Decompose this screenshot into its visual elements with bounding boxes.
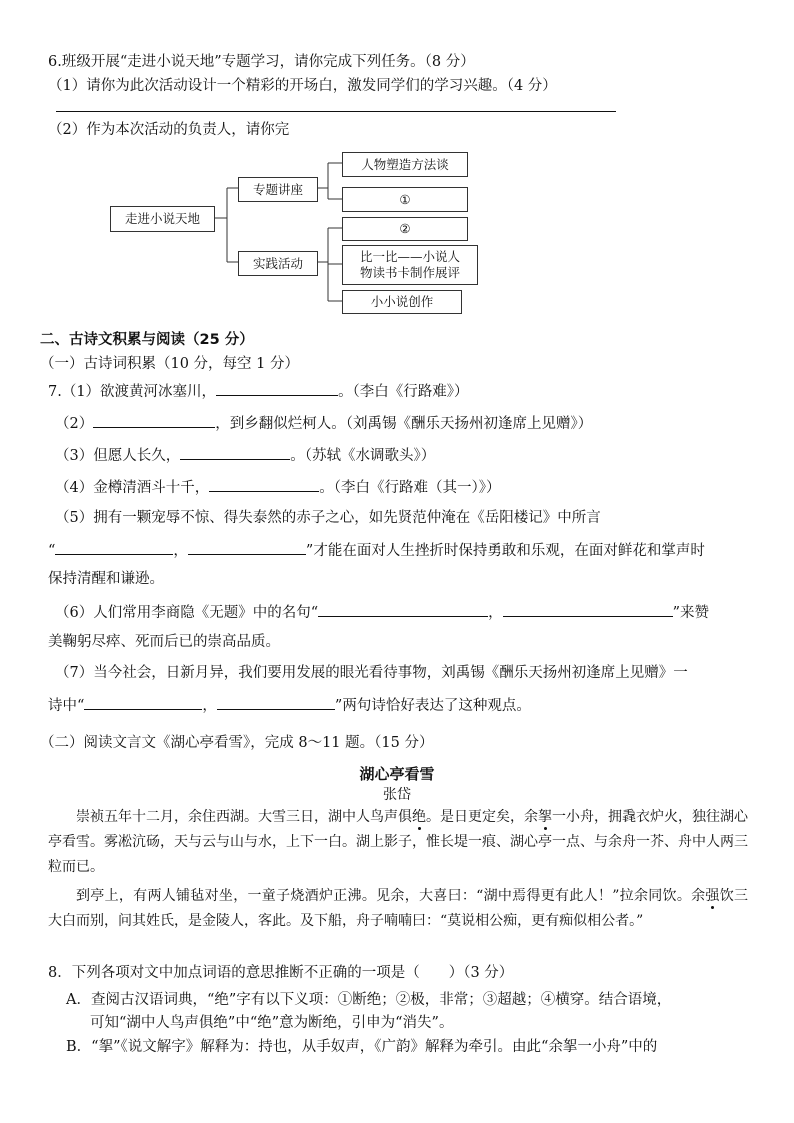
q7-5-blank-2[interactable] <box>188 539 306 555</box>
q7-line-5b <box>48 539 705 561</box>
q7-6-text: （6）人们常用李商隐《无题》中的名句“ <box>55 605 319 621</box>
q7-5-rest: ”才能在面对人生挫折时保持勇敢和乐观，在面对鲜花和掌声时 <box>305 543 705 559</box>
q7-4-source: 。（李白《行路难（其一）》） <box>319 480 501 496</box>
q7-1-blank[interactable] <box>216 380 338 396</box>
diagram-leaf-4 <box>342 245 478 285</box>
q7-2-num: （2） <box>55 416 94 432</box>
q7-6-comma: ， <box>488 605 503 621</box>
q8-option-a-line1[interactable]: A．查阅古汉语词典，“绝”字有以下义项：①断绝；②极，非常；③超越；④横穿。结合语境， <box>66 992 672 1008</box>
passage-p2-b: 饮三大白而别，问其姓氏，是金陵人，客此。及下船，舟子喃喃曰：“莫说相公痴，更有痴似相公者。” <box>48 888 749 929</box>
dotted-word-jue: 绝 <box>412 809 426 825</box>
q7-6-blank-2[interactable] <box>503 601 673 617</box>
q7-7-blank-2[interactable] <box>217 694 335 710</box>
diagram-branch-practice-label: 实践活动 <box>252 255 303 271</box>
q7-5-comma: ， <box>173 543 188 559</box>
passage-author: 张岱 <box>383 787 411 803</box>
q7-line-1 <box>48 380 469 402</box>
diagram-leaf-1 <box>342 152 468 177</box>
diagram-leaf-blank-1-label: ① <box>399 191 411 207</box>
q8-option-a-line2: 可知“湖中人鸟声俱绝”中“绝”意为断绝，引申为“消失”。 <box>90 1015 454 1031</box>
passage-p1-a: 崇祯五年十二月，余住西湖。大雪三日，湖中人鸟声俱 <box>76 809 412 825</box>
q7-line-6 <box>55 601 709 623</box>
q7-7-rest: ”两句诗恰好表达了这种观点。 <box>334 698 531 714</box>
q7-6-blank-1[interactable] <box>318 601 488 617</box>
q7-7-comma: ， <box>202 698 217 714</box>
q7-7-blank-1[interactable] <box>84 694 202 710</box>
q7-3-source: 。（苏轼《水调歌头》） <box>290 448 436 464</box>
q8-option-b-line1[interactable]: B．“挐”《说文解字》解释为：持也，从手奴声，《广韵》解释为牵引。由此“余挐一小舟”中的 <box>66 1039 658 1055</box>
question-6-sub2: （2）作为本次活动的负责人，请你完 <box>48 122 290 138</box>
q7-3-text: （3）但愿人长久， <box>55 448 181 464</box>
q7-1-source: 。（李白《行路难》） <box>338 384 469 400</box>
q7-1-text: 7.（1）欲渡黄河冰塞川， <box>48 384 217 400</box>
diagram-root-label: 走进小说天地 <box>124 211 200 226</box>
passage-p1-c: 一小舟，拥毳衣炉火，独往湖心亭看雪。雾凇沆砀，天与云与山与水，上下一白。湖上影子，惟长堤一痕、湖心亭一点、与余舟一芥、舟中人两三粒而已。 <box>48 809 748 875</box>
q7-3-blank[interactable] <box>180 444 290 460</box>
q7-4-blank[interactable] <box>209 476 319 492</box>
q7-line-7b <box>48 694 531 716</box>
q7-7-pre: 诗中“ <box>48 698 85 714</box>
diagram-leaf-blank-2[interactable] <box>342 217 468 241</box>
diagram-leaf-blank-2-label: ② <box>399 221 411 236</box>
section-2-title: 二、古诗文积累与阅读（25 分） <box>40 332 254 348</box>
section-2-part-1: （一）古诗词积累（10 分，每空 1 分） <box>40 356 300 372</box>
q7-6-rest: ”来赞 <box>672 605 710 621</box>
diagram-leaf-4-line2: 物读书卡制作展评 <box>359 265 460 280</box>
diagram-leaf-blank-1[interactable] <box>342 187 468 212</box>
diagram-root-node <box>110 206 215 232</box>
q7-5-quote: “ <box>48 543 56 559</box>
passage-title: 湖心亭看雪 <box>359 765 435 783</box>
q7-2-text: ，到乡翻似烂柯人。（刘禹锡《酬乐天扬州初逢席上见赠》） <box>215 416 593 432</box>
question-6-sub1: （1）请你为此次活动设计一个精彩的开场白，激发同学们的学习兴趣。（4 分） <box>48 78 557 94</box>
passage-paragraph-2 <box>48 884 748 934</box>
diagram-leaf-1-label: 人物塑造方法谈 <box>361 156 449 172</box>
q7-line-3 <box>55 444 435 466</box>
q7-line-2 <box>55 412 592 434</box>
passage-paragraph-1 <box>48 805 748 880</box>
diagram-leaf-5 <box>342 290 462 314</box>
q7-line-6b: 美鞠躬尽瘁、死而后已的崇高品质。 <box>48 634 280 650</box>
diagram-branch-lecture-label: 专题讲座 <box>252 181 303 197</box>
q7-line-5: （5）拥有一颗宠辱不惊、得失泰然的赤子之心，如先贤范仲淹在《岳阳楼记》中所言 <box>55 510 601 526</box>
diagram-leaf-5-label: 小小说创作 <box>370 294 434 309</box>
q7-line-4 <box>55 476 500 498</box>
part-2-intro: （二）阅读文言文《湖心亭看雪》，完成 8～11 题。（15 分） <box>40 735 434 751</box>
q7-4-text: （4）金樽清酒斗十千， <box>55 480 210 496</box>
q8-stem: 8．下列各项对文中加点词语的意思推断不正确的一项是（ ）（3 分） <box>48 965 514 981</box>
diagram-leaf-4-line1: 比一比——小说人 <box>359 249 460 264</box>
passage-p2-a: 到亭上，有两人铺毡对坐，一童子烧酒炉正沸。见余，大喜曰：“湖中焉得更有此人！”拉余同饮。余 <box>76 888 706 904</box>
diagram-branch-practice <box>238 251 318 276</box>
dotted-word-qiang: 强 <box>705 888 720 904</box>
diagram-branch-lecture <box>238 177 318 202</box>
q7-line-7: （7）当今社会，日新月异，我们要用发展的眼光看待事物，刘禹锡《酬乐天扬州初逢席上见赠》一 <box>55 665 688 681</box>
passage-p1-b: 。是日更定矣，余 <box>426 809 538 825</box>
q7-5-blank-1[interactable] <box>55 539 173 555</box>
q7-line-5c: 保持清醒和谦逊。 <box>48 571 164 587</box>
dotted-word-na: 挐 <box>538 809 552 825</box>
q7-2-blank[interactable] <box>93 412 215 428</box>
question-6-title: 6.班级开展“走进小说天地”专题学习，请你完成下列任务。（8 分） <box>48 54 475 70</box>
